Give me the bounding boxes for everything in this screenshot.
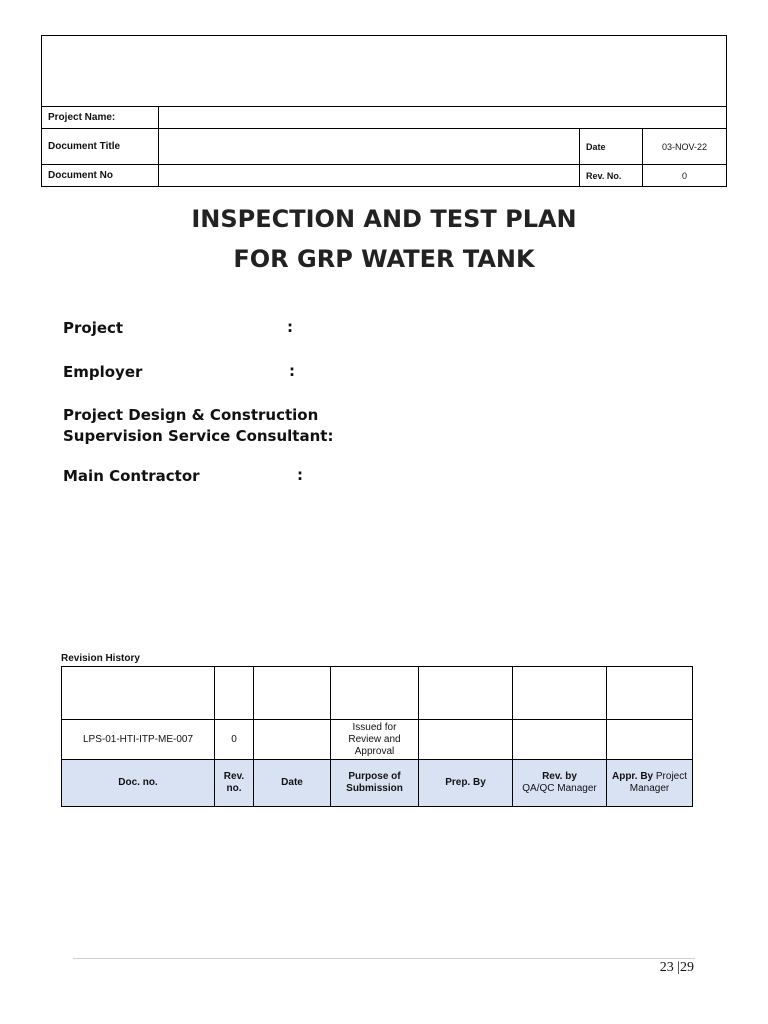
document-title-line2: FOR GRP WATER TANK <box>233 245 535 273</box>
project-name-label: Project Name: <box>42 107 159 129</box>
header-appr-by-bold: Appr. By <box>611 771 654 782</box>
revision-prep-by <box>419 720 513 760</box>
consultant-field-label-line1: Project Design & Construction <box>63 406 319 424</box>
header-purpose <box>331 760 419 807</box>
document-no-value <box>159 165 580 187</box>
project-field-label: Project <box>63 319 124 337</box>
header-prep-by: Prep. By <box>419 760 513 807</box>
header-rev-no-line2: no. <box>226 783 242 794</box>
document-title-label: Document Title <box>42 129 159 165</box>
rev-no-value: 0 <box>643 165 727 187</box>
revision-rev-by <box>513 720 607 760</box>
header-appr-by-rest1: Project <box>655 771 688 782</box>
header-rev-by-line2: QA/QC Manager <box>522 783 597 794</box>
project-field-colon: : <box>287 318 293 336</box>
revision-purpose-line1: Issued for <box>352 721 397 733</box>
page-number: 23 |29 <box>659 960 694 975</box>
header-appr-by <box>607 760 693 807</box>
revision-purpose <box>331 720 419 760</box>
date-value: 03-NOV-22 <box>643 129 727 165</box>
header-appr-by-rest2: Manager <box>629 783 670 794</box>
revision-purpose-line2: Review and <box>348 733 401 745</box>
date-label: Date <box>580 129 643 165</box>
logo-area <box>42 36 727 107</box>
header-rev-by-line1: Rev. by <box>542 771 577 782</box>
document-title-value <box>159 129 580 165</box>
header-purpose-line1: Purpose of <box>348 771 401 782</box>
document-title-line1: INSPECTION AND TEST PLAN <box>191 205 577 233</box>
document-no-label: Document No <box>42 165 159 187</box>
header-doc-no: Doc. no. <box>62 760 215 807</box>
main-contractor-field-colon: : <box>297 466 303 484</box>
header-purpose-line2: Submission <box>346 783 403 794</box>
revision-date <box>254 720 331 760</box>
revision-blank-row <box>62 667 693 720</box>
revision-rev-no: 0 <box>215 720 254 760</box>
consultant-field-label-line2: Supervision Service Consultant: <box>63 427 334 445</box>
rev-no-label: Rev. No. <box>580 165 643 187</box>
main-contractor-field-label: Main Contractor <box>63 467 200 485</box>
revision-history-table <box>61 666 693 807</box>
revision-header-row <box>62 760 693 807</box>
revision-doc-no: LPS-01-HTI-ITP-ME-007 <box>62 720 215 760</box>
revision-history-label: Revision History <box>61 653 140 664</box>
project-name-value <box>159 107 727 129</box>
revision-data-row <box>62 720 693 760</box>
revision-appr-by <box>607 720 693 760</box>
employer-field-colon: : <box>289 362 295 380</box>
document-header-table <box>41 35 727 187</box>
header-rev-no <box>215 760 254 807</box>
header-rev-no-line1: Rev. <box>223 771 245 782</box>
header-date: Date <box>254 760 331 807</box>
header-rev-by <box>513 760 607 807</box>
revision-purpose-line3: Approval <box>354 745 395 757</box>
employer-field-label: Employer <box>63 363 143 381</box>
footer-divider <box>73 958 695 959</box>
